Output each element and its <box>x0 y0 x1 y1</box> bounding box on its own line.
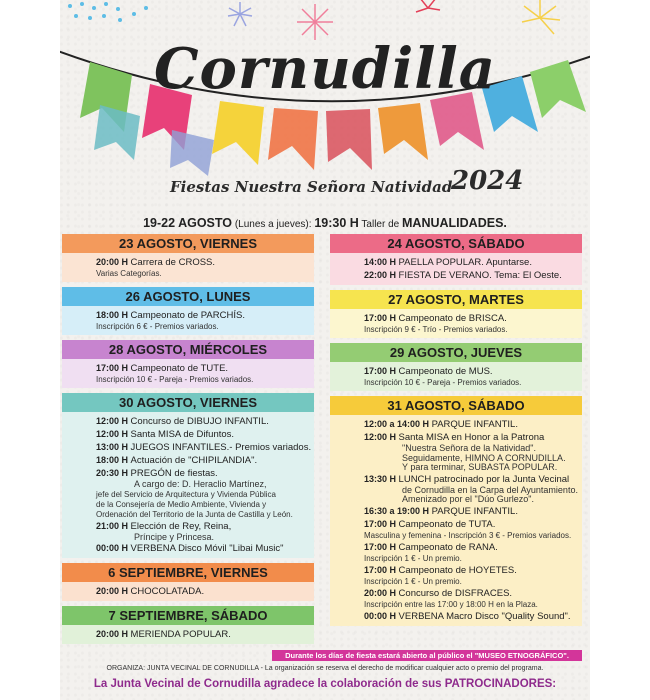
intro-activity-prefix: Taller de <box>361 219 400 230</box>
day-heading: 30 AGOSTO, VIERNES <box>62 393 314 412</box>
day-events <box>62 306 314 335</box>
event-row <box>96 269 308 279</box>
event-row <box>364 495 576 505</box>
day-block <box>62 340 314 388</box>
event-row <box>96 454 308 467</box>
event-row <box>96 441 312 454</box>
day-block <box>330 343 582 391</box>
event-time: 00:00 H <box>364 610 397 621</box>
event-time: 16:30 a 19:00 H <box>364 505 430 516</box>
event-time: 12:00 a 14:00 H <box>364 419 430 429</box>
day-block <box>62 563 314 601</box>
event-row <box>364 587 576 600</box>
event-row <box>364 577 576 587</box>
event-row <box>96 542 308 555</box>
event-row <box>96 362 308 375</box>
day-heading: 23 AGOSTO, VIERNES <box>62 234 314 253</box>
event-row <box>364 564 576 577</box>
day-events <box>330 415 582 626</box>
event-time: 12:00 H <box>96 416 129 426</box>
intro-line <box>60 216 590 230</box>
event-description: PREGÓN de fiestas. <box>130 468 218 479</box>
day-heading: 31 AGOSTO, SÁBADO <box>330 396 582 415</box>
event-description: Inscripción 6 € - Premios variados. <box>96 322 219 331</box>
event-description: MERIENDA POPULAR. <box>130 629 231 640</box>
day-block <box>62 234 314 282</box>
day-block <box>62 606 314 644</box>
event-time: 17:00 H <box>364 564 397 575</box>
event-time: 13:30 H <box>364 473 397 484</box>
day-events <box>330 362 582 391</box>
event-description: Amenizado por el "Dúo Gurlezo". <box>402 494 534 504</box>
day-heading: 24 AGOSTO, SÁBADO <box>330 234 582 253</box>
event-row <box>364 463 576 473</box>
day-heading: 28 AGOSTO, MIÉRCOLES <box>62 340 314 359</box>
event-time: 21:00 H <box>96 520 129 531</box>
day-heading: 27 AGOSTO, MARTES <box>330 290 582 309</box>
event-description: Campeonato de PARCHÍS. <box>130 310 245 321</box>
event-row <box>364 518 576 531</box>
day-block <box>330 396 582 626</box>
event-description: FIESTA DE VERANO. Tema: El Oeste. <box>398 270 562 281</box>
event-description: Santa MISA de Difuntos. <box>130 429 235 440</box>
day-heading: 29 AGOSTO, JUEVES <box>330 343 582 362</box>
day-events <box>62 412 314 558</box>
event-description: VERBENA Macro Disco "Quality Sound". <box>398 610 571 622</box>
event-description: Campeonato de HOYETES. <box>398 564 517 576</box>
event-description: JUEGOS INFANTILES.- Premios variados. <box>130 442 312 453</box>
event-description: Campeonato de MUS. <box>398 366 493 377</box>
event-row <box>364 418 576 431</box>
event-row <box>96 585 308 598</box>
event-time: 00:00 H <box>96 543 129 553</box>
event-description: PARQUE INFANTIL. <box>431 419 518 430</box>
event-time: 20:00 H <box>96 586 129 596</box>
museo-notice: Durante los días de fiesta estará abierto al público el "MUSEO ETNOGRÁFICO". <box>272 650 582 661</box>
event-row <box>96 628 308 641</box>
event-time: 17:00 H <box>364 313 397 323</box>
event-row <box>364 610 576 623</box>
event-row <box>96 533 308 543</box>
event-description: Carrera de CROSS. <box>130 257 216 268</box>
event-row <box>96 510 308 520</box>
event-row <box>96 415 308 428</box>
day-events <box>62 625 314 644</box>
event-description: "Nuestra Señora de la Natividad". <box>402 443 536 453</box>
event-row <box>364 365 576 378</box>
event-description: Inscripción 10 € - Pareja - Premios variados. <box>96 375 254 384</box>
right-schedule-column <box>330 234 582 631</box>
event-row <box>96 375 308 385</box>
event-row <box>96 500 308 510</box>
event-description: Campeonato de TUTA. <box>398 518 496 530</box>
event-description: PAELLA POPULAR. Apuntarse. <box>398 257 532 268</box>
day-block <box>62 287 314 335</box>
event-row <box>364 325 576 335</box>
event-description: Campeonato de BRISCA. <box>398 313 507 324</box>
event-time: 17:00 H <box>364 518 397 529</box>
event-description: Santa MISA en Honor a la Patrona <box>398 432 545 443</box>
event-time: 12:00 H <box>364 432 397 442</box>
organizer-note: ORGANIZA: JUNTA VECINAL DE CORNUDILLA - La organización se reserva el derecho de modificar cualquier acto o premio del programa. <box>106 665 544 672</box>
day-events <box>62 359 314 388</box>
event-row <box>96 480 308 490</box>
day-events <box>330 253 582 285</box>
event-description: Y para terminar, SUBASTA POPULAR. <box>402 462 558 472</box>
event-description: de Cornudilla en la Carpa del Ayuntamiento. <box>402 484 578 495</box>
day-events <box>62 253 314 282</box>
day-block <box>330 290 582 338</box>
event-row <box>364 312 576 325</box>
event-time: 20:00 H <box>96 257 129 267</box>
event-time: 17:00 H <box>364 541 397 552</box>
event-description: jefe del Servicio de Arquitectura y Vivienda Pública <box>96 489 276 499</box>
event-row <box>96 256 308 269</box>
day-block <box>330 234 582 285</box>
event-description: de la Consejería de Medio Ambiente, Vivienda y <box>96 499 267 509</box>
event-time: 13:00 H <box>96 442 129 452</box>
event-description: LUNCH patrocinado por la Junta Vecinal <box>398 473 570 485</box>
event-time: 12:00 H <box>96 429 129 439</box>
intro-activity: MANUALIDADES. <box>402 216 507 230</box>
event-row <box>364 269 576 282</box>
event-time: 20:00 H <box>364 587 397 598</box>
firework-decoration <box>68 0 560 40</box>
event-time: 18:00 H <box>96 310 129 320</box>
event-time: 17:00 H <box>96 363 129 373</box>
intro-dates: 19-22 AGOSTO <box>143 216 233 230</box>
event-row <box>96 490 308 500</box>
event-description: Masculina y femenina - Inscripción 3 € - Premios variados. <box>364 530 572 540</box>
event-description: Príncipe y Princesa. <box>134 531 215 542</box>
event-description: Campeonato de RANA. <box>398 541 498 553</box>
event-description: A cargo de: D. Heraclio Martínez, <box>134 479 267 489</box>
event-time: 20:30 H <box>96 468 129 478</box>
event-row <box>364 541 576 554</box>
event-description: Inscripción 9 € - Trío - Premios variados. <box>364 325 508 334</box>
event-description: Inscripción 10 € - Pareja - Premios variados. <box>364 378 522 387</box>
event-row <box>96 322 308 332</box>
day-events <box>62 582 314 601</box>
event-description: Seguidamente, HIMNO A CORNUDILLA. <box>402 452 566 463</box>
page-title: Cornudilla <box>153 36 497 102</box>
event-time: 14:00 H <box>364 257 397 267</box>
day-block <box>62 393 314 558</box>
day-heading: 6 SEPTIEMBRE, VIERNES <box>62 563 314 582</box>
event-description: VERBENA Disco Móvil "Libai Music" <box>130 543 284 554</box>
event-time: 22:00 H <box>364 270 397 280</box>
event-time: 17:00 H <box>364 366 397 376</box>
event-row <box>364 531 576 541</box>
sponsors-thanks: La Junta Vecinal de Cornudilla agradece la colaboración de sus PATROCINADORES: <box>93 678 557 690</box>
event-description: Campeonato de TUTE. <box>130 363 229 374</box>
event-row <box>364 256 576 269</box>
event-description: Inscripción 1 € - Un premio. <box>364 553 462 563</box>
event-description: Concurso de DISFRACES. <box>398 587 513 599</box>
poster <box>60 0 590 700</box>
day-heading: 7 SEPTIEMBRE, SÁBADO <box>62 606 314 625</box>
event-row <box>364 554 576 564</box>
left-schedule-column <box>62 234 314 649</box>
event-description: Concurso de DIBUJO INFANTIL. <box>130 416 269 427</box>
intro-weekdays: (Lunes a jueves): <box>234 219 312 230</box>
day-events <box>330 309 582 338</box>
event-time: 18:00 H <box>96 455 129 465</box>
event-row <box>364 378 576 388</box>
event-row <box>96 309 308 322</box>
event-description: CHOCOLATADA. <box>130 586 205 597</box>
event-row <box>364 600 576 610</box>
event-time: 20:00 H <box>96 629 129 639</box>
day-heading: 26 AGOSTO, LUNES <box>62 287 314 306</box>
event-description: PARQUE INFANTIL. <box>431 505 518 517</box>
event-description: Inscripción entre las 17:00 y 18:00 H en la Plaza. <box>364 599 538 609</box>
event-description: Varias Categorías. <box>96 269 162 278</box>
event-description: Elección de Rey, Reina, <box>130 520 232 532</box>
event-description: Actuación de "CHIPILANDIA". <box>130 455 258 466</box>
festival-subtitle: Fiestas Nuestra Señora Natividad <box>170 178 453 196</box>
event-description: Ordenación del Territorio de la Junta de Castilla y León. <box>96 509 293 519</box>
event-row <box>96 428 308 441</box>
intro-time: 19:30 H <box>314 216 359 230</box>
event-row <box>364 505 576 518</box>
event-description: Inscripción 1 € - Un premio. <box>364 576 462 586</box>
festival-year: 2024 <box>451 166 524 196</box>
